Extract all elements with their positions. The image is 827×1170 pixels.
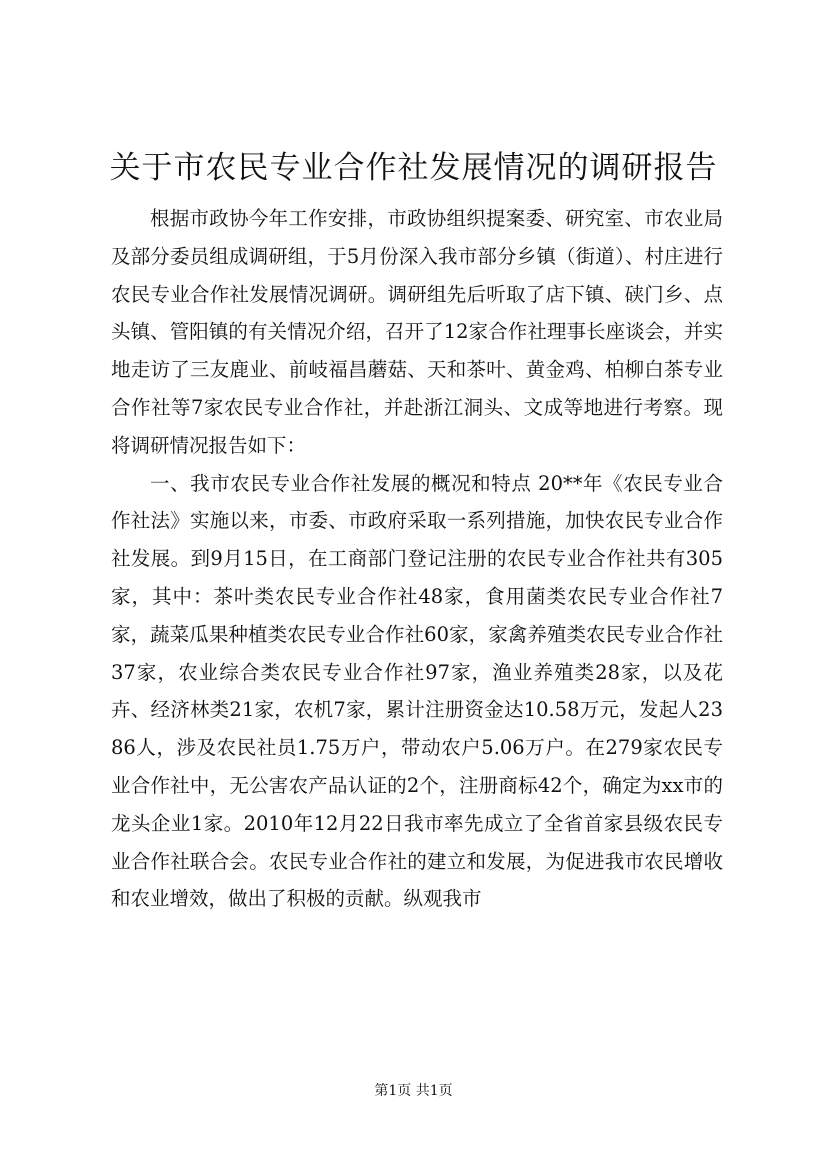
- document-body: [111, 200, 723, 918]
- document-title: 关于市农民专业合作社发展情况的调研报告: [109, 150, 718, 186]
- paragraph-intro: 根据市政协今年工作安排，市政协组织提案委、研究室、市农业局及部分委员组成调研组，于5月份深入我市部分乡镇（街道）、村庄进行农民专业合作社发展情况调研。调研组先后听取了店下镇、硖门乡、点头镇、管阳镇的有关情况介绍，召开了12家合作社理事长座谈会，并实地走访了三友鹿业、前岐福昌蘑菇、天和茶叶、黄金鸡、柏柳白茶专业合作社等7家农民专业合作社，并赴浙江洞头、文成等地进行考察。现将调研情况报告如下：: [111, 207, 723, 457]
- page-footer: 第1页 共1页: [374, 1083, 453, 1099]
- paragraph-section-one: 一、我市农民专业合作社发展的概况和特点 20**年《农民专业合作社法》实施以来，市委、市政府采取一系列措施，加快农民专业合作社发展。到9月15日，在工商部门登记注册的农民专业合作社共有305家，其中：茶叶类农民专业合作社48家，食用菌类农民专业合作社7家，蔬菜瓜果种植类农民专业合作社60家，家禽养殖类农民专业合作社37家，农业综合类农民专业合作社97家，渔业养殖类28家，以及花卉、经济林类21家，农机7家，累计注册资金达10.58万元，发起人2386人，涉及农民社员1.75万户，带动农户5.06万户。在279家农民专业合作社中，无公害农产品认证的2个，注册商标42个，确定为xx市的龙头企业1家。2010年12月22日我市率先成立了全省首家县级农民专业合作社联合会。农民专业合作社的建立和发展，为促进我市农民增收和农业增效，做出了积极的贡献。纵观我市: [111, 471, 723, 911]
